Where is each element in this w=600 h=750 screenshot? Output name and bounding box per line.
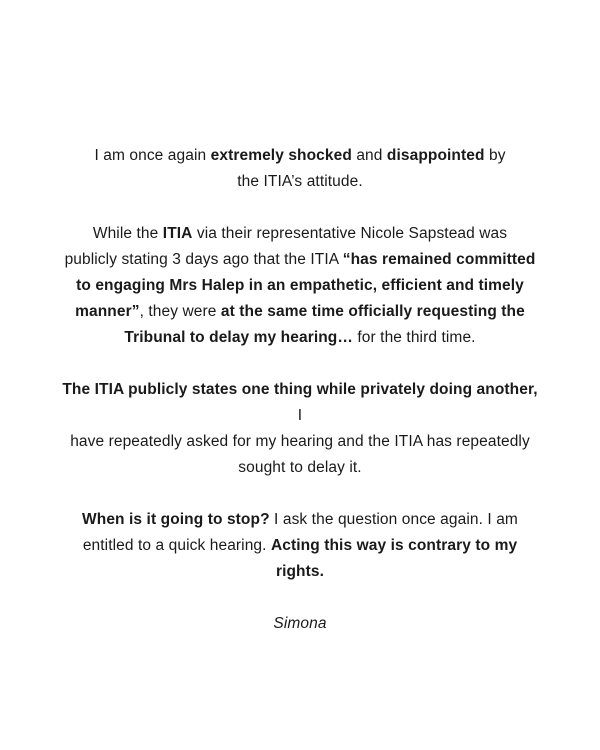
statement-paragraph [60, 377, 540, 481]
body-text: entitled to a quick hearing. [82, 537, 271, 554]
body-text: While the [92, 225, 163, 242]
body-text: sought to delay it. [238, 459, 362, 476]
emphasis-text: extremely shocked [210, 147, 352, 164]
statement-paragraph [60, 143, 540, 195]
emphasis-text: manner” [75, 303, 140, 320]
emphasis-text: The ITIA publicly states one thing while privately doing another, [62, 381, 538, 398]
body-text: publicly stating 3 days ago that the ITIA [64, 251, 343, 268]
body-text: I [297, 407, 303, 424]
emphasis-text: Tribunal to delay my hearing… [124, 329, 353, 346]
body-text: I am once again [94, 147, 211, 164]
body-text: , they were [139, 303, 221, 320]
emphasis-text: to engaging Mrs Halep in an empathetic, efficient and timely [76, 277, 524, 294]
body-text: the ITIA’s attitude. [237, 173, 363, 190]
signature: Simona [273, 615, 327, 632]
body-text: via their representative Nicole Sapstead was [192, 225, 508, 242]
body-text: I ask the question once again. I am [269, 511, 518, 528]
emphasis-text: rights. [275, 563, 325, 580]
body-text: and [351, 147, 387, 164]
statement-document [0, 143, 600, 637]
emphasis-text: at the same time officially requesting the [220, 303, 525, 320]
statement-paragraph [60, 221, 540, 351]
emphasis-text: ITIA [162, 225, 193, 242]
statement-paragraph [60, 507, 540, 585]
emphasis-text: “has remained committed [342, 251, 536, 268]
body-text: for the third time. [352, 329, 476, 346]
statement-body [60, 143, 540, 585]
emphasis-text: When is it going to stop? [82, 511, 270, 528]
emphasis-text: disappointed [386, 147, 485, 164]
emphasis-text: Acting this way is contrary to my [270, 537, 518, 554]
body-text: by [484, 147, 506, 164]
body-text: have repeatedly asked for my hearing and the ITIA has repeatedly [70, 433, 530, 450]
